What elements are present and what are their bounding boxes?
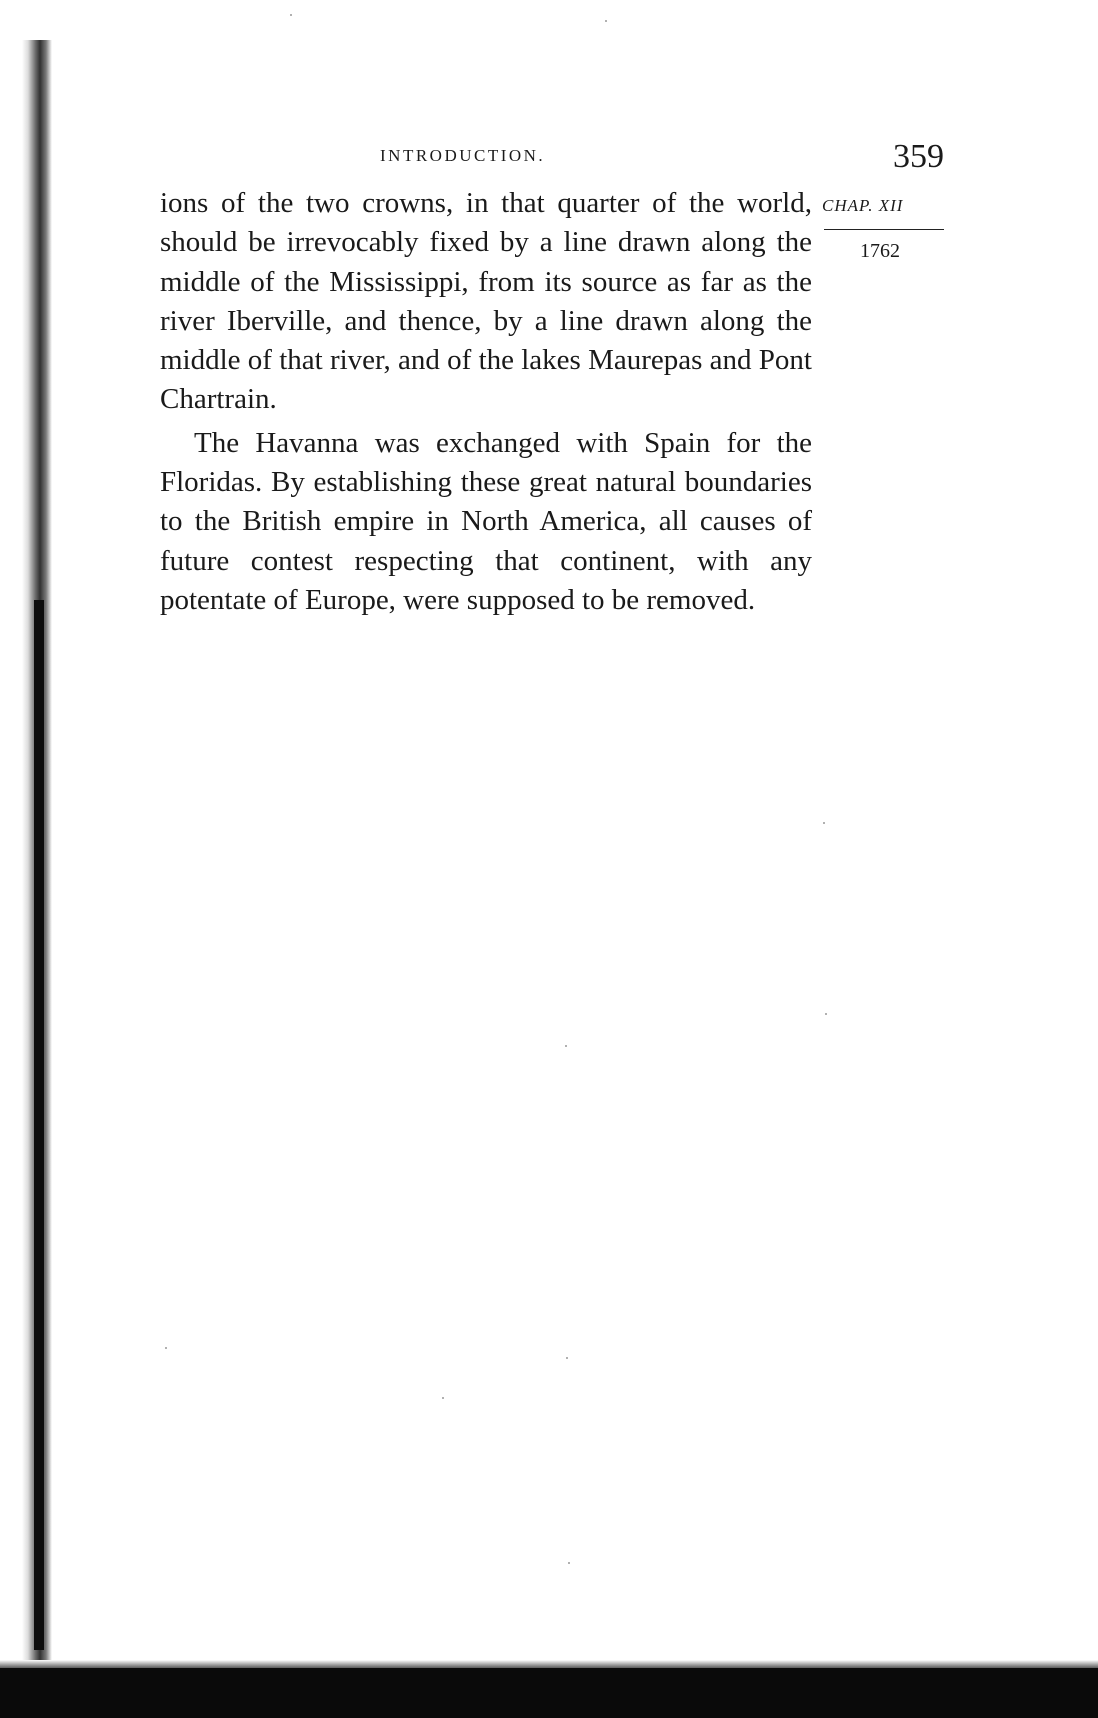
speck: [823, 822, 825, 824]
speck: [165, 1347, 167, 1349]
paragraph: The Havanna was exchanged with Spain for the Floridas. By establishing these great natural boundaries to the British empire in North America, all causes of future contest respecting that continent, with any potentate of Europe, were supposed to be removed.: [160, 426, 812, 616]
paragraph: ions of the two crowns, in that quarter of the world, should be irrevocably fixed by a line drawn along the middle of the Mississippi, from its source as far as the river Iberville, and thence, by a line drawn along the middle of that river, and of the lakes Maurepas and Pont Chartrain.: [160, 187, 812, 416]
page-number: 359: [893, 138, 944, 175]
speck: [568, 1562, 570, 1564]
margin-chapter-label: CHAP. XII: [822, 196, 904, 215]
margin-rule: [824, 229, 944, 230]
page-bottom-edge: [0, 1668, 1098, 1718]
body-text: [160, 184, 812, 620]
speck: [565, 1045, 567, 1047]
speck: [566, 1357, 568, 1359]
margin-year: 1762: [860, 240, 900, 262]
speck: [290, 14, 292, 16]
binding-edge: [34, 600, 44, 1650]
speck: [605, 20, 607, 22]
speck: [442, 1397, 444, 1399]
speck: [825, 1013, 827, 1015]
running-head: INTRODUCTION.: [380, 146, 546, 165]
